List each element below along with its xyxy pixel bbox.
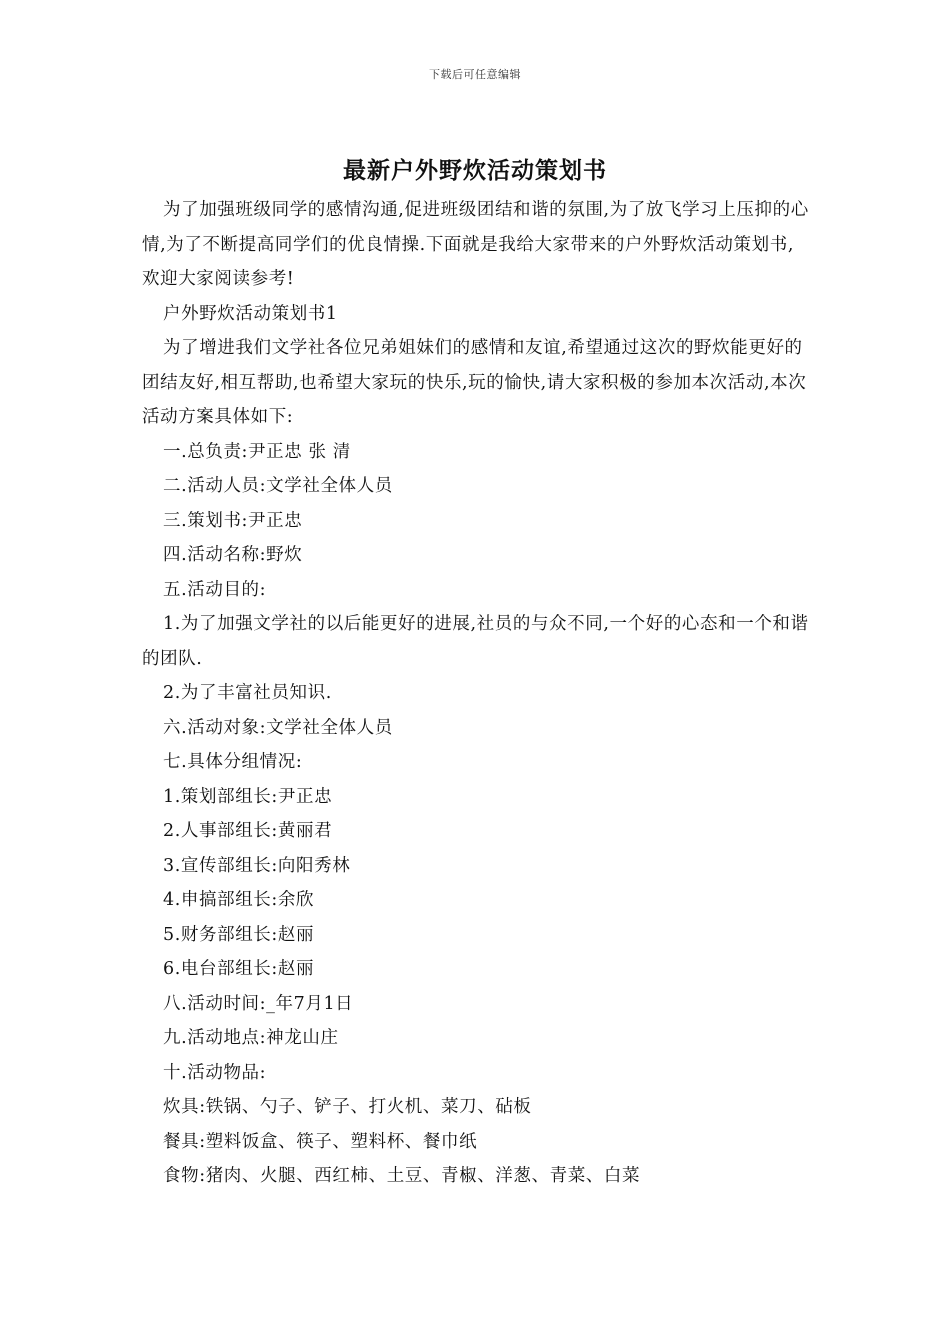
list-item: 餐具:塑料饭盒、筷子、塑料杯、餐巾纸 [163,1131,478,1152]
list-item: 1.策划部组长:尹正忠 [163,786,333,807]
list-item: 八.活动时间:_年7月1日 [163,993,354,1014]
list-item: 四.活动名称:野炊 [163,545,303,565]
list-item: 5.财务部组长:赵丽 [163,924,315,945]
list-item: 炊具:铁锅、勺子、铲子、打火机、菜刀、砧板 [163,1097,532,1117]
section-heading: 户外野炊活动策划书1 [163,303,338,324]
list-item: 九.活动地点:神龙山庄 [163,1028,339,1048]
document-body [142,193,812,1194]
list-item: 3.宣传部组长:向阳秀林 [163,855,351,876]
body-paragraph: 为了增进我们文学社各位兄弟姐妹们的感情和友谊,希望通过这次的野炊能更好的团结友好,相互帮助,也希望大家玩的快乐,玩的愉快,请大家积极的参加本次活动,本次活动方案具体如下: [142,338,807,427]
list-item: 1.为了加强文学社的以后能更好的进展,社员的与众不同,一个好的心态和一个和谐的团队. [142,614,809,669]
list-item: 十.活动物品: [163,1062,267,1083]
list-item: 三.策划书:尹正忠 [163,510,303,531]
list-item: 2.人事部组长:黄丽君 [163,821,333,841]
list-item: 2.为了丰富社员知识. [163,683,332,703]
header-note: 下载后可任意编辑 [429,68,521,81]
document-title: 最新户外野炊活动策划书 [343,157,607,184]
list-item: 4.申搞部组长:余欣 [163,890,315,910]
list-item: 二.活动人员:文学社全体人员 [163,476,393,496]
intro-paragraph: 为了加强班级同学的感情沟通,促进班级团结和谐的氛围,为了放飞学习上压抑的心情,为了不断提高同学们的优良情操.下面就是我给大家带来的户外野炊活动策划书,欢迎大家阅读参考! [142,200,809,289]
list-item: 六.活动对象:文学社全体人员 [163,717,393,738]
list-item: 6.电台部组长:赵丽 [163,959,315,979]
list-item: 一.总负责:尹正忠 张 清 [163,441,351,462]
list-item: 食物:猪肉、火腿、西红柿、土豆、青椒、洋葱、青菜、白菜 [163,1166,641,1186]
list-item: 五.活动目的: [163,579,267,600]
list-item: 七.具体分组情况: [163,752,303,772]
